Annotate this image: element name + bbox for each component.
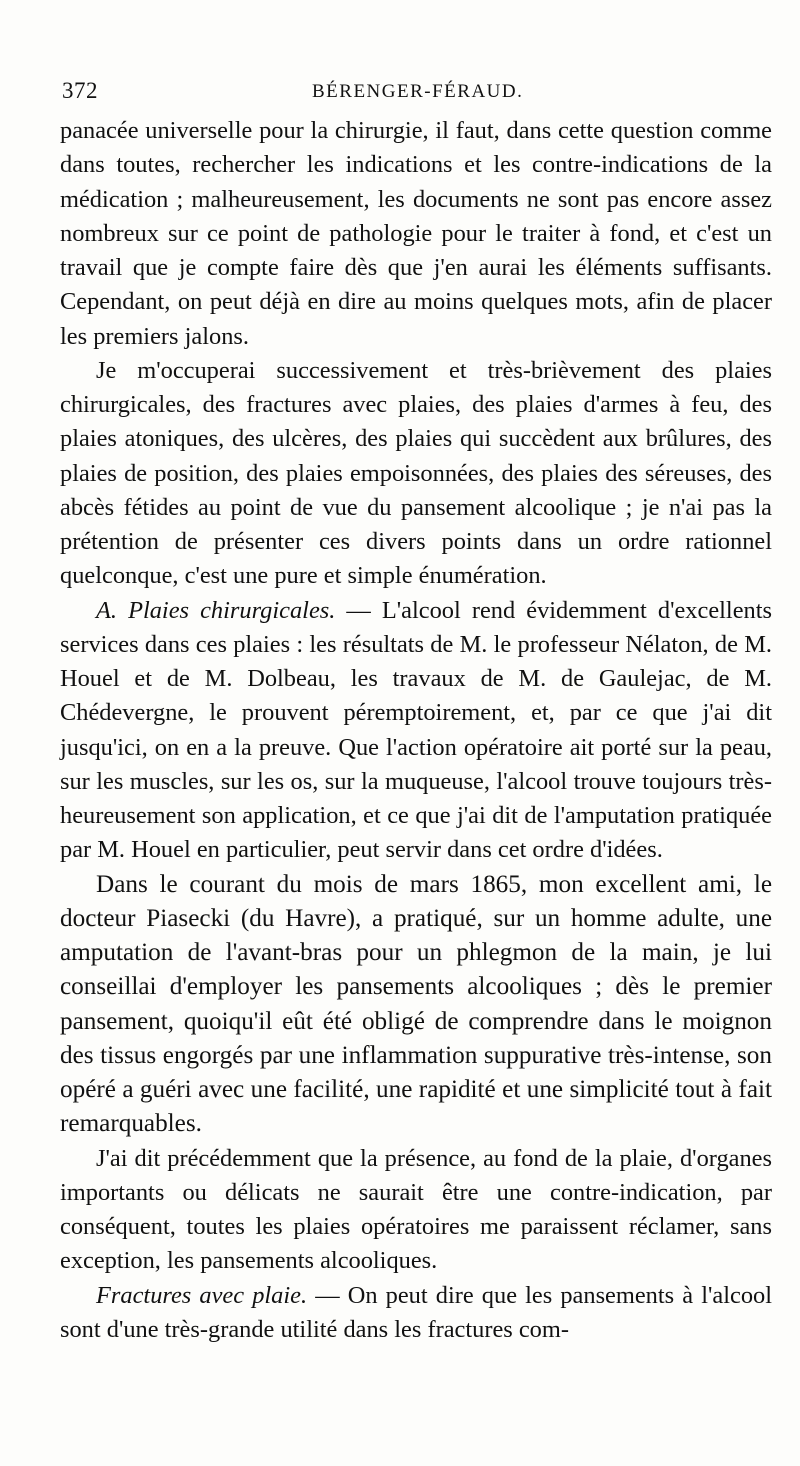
paragraph-3 <box>60 594 772 868</box>
paragraph-4: Dans le courant du mois de mars 1865, mon excellent ami, le docteur Piasecki (du Havre), a pratiqué, sur un homme adulte, une amputation de l'avant-bras pour un phlegmon de la main, je lui conseillai d'employer les pansements alcooliques ; dès le premier pansement, quoiqu'il eût été obligé de comprendre dans le moignon des tissus engorgés par une inflammation suppurative très-intense, son opéré a guéri avec une facilité, une rapidité et une simplicité tout à fait remarquables. <box>60 870 772 1138</box>
running-title: BÉRENGER-FÉRAUD. <box>312 81 524 102</box>
paragraph-5: J'ai dit précédemment que la présence, au fond de la plaie, d'organes importants ou délicats ne saurait être une contre-indication, par conséquent, toutes les plaies opératoires me paraissent réclamer, sans exception, les pansements alcooliques. <box>60 1144 772 1275</box>
paragraph-1: panacée universelle pour la chirurgie, il faut, dans cette question comme dans toutes, rechercher les indications et les contre-indications de la médication ; malheureusement, les documents ne sont pas encore assez nombreux sur ce point de pathologie pour le traiter à fond, et c'est un travail que je compte faire dès que j'en aurai les éléments suffisants. Cependant, on peut déjà en dire au moins quelques mots, afin de placer les premiers jalons. <box>60 117 772 350</box>
page-number: 372 <box>62 78 98 103</box>
paragraph-6-text: — On peut dire que les pansements à l'alcool sont d'une très-grande utilité dans les fractures com- <box>60 1281 772 1343</box>
body-text <box>60 114 772 1347</box>
section-heading-fractures-avec-plaie: Fractures avec plaie. <box>96 1281 308 1309</box>
paragraph-2: Je m'occuperai successivement et très-brièvement des plaies chirurgicales, des fractures avec plaies, des plaies d'armes à feu, des plaies atoniques, des ulcères, des plaies qui succèdent aux brûlures, des plaies de position, des plaies empoisonnées, des plaies des séreuses, des abcès fétides au point de vue du pansement alcoolique ; je n'ai pas la prétention de présenter ces divers points dans un ordre rationnel quelconque, c'est une pure et simple énumération. <box>60 356 772 590</box>
paragraph-6 <box>60 1279 772 1348</box>
running-head <box>62 78 762 108</box>
section-heading-plaies-chirurgicales: A. Plaies chirurgicales. <box>96 596 336 624</box>
paragraph-3-text: — L'alcool rend évidemment d'excellents services dans ces plaies : les résultats de M. le professeur Nélaton, de M. Houel et de M. Dolbeau, les travaux de M. de Gaulejac, de M. Chédevergne, le prouvent péremptoirement, et, par ce que j'ai dit jusqu'ici, on en a la preuve. Que l'action opératoire ait porté sur la peau, sur les muscles, sur les os, sur la muqueuse, l'alcool trouve toujours très-heureusement son application, et ce que j'ai dit de l'amputation pratiquée par M. Houel en particulier, peut servir dans cet ordre d'idées. <box>60 596 772 864</box>
